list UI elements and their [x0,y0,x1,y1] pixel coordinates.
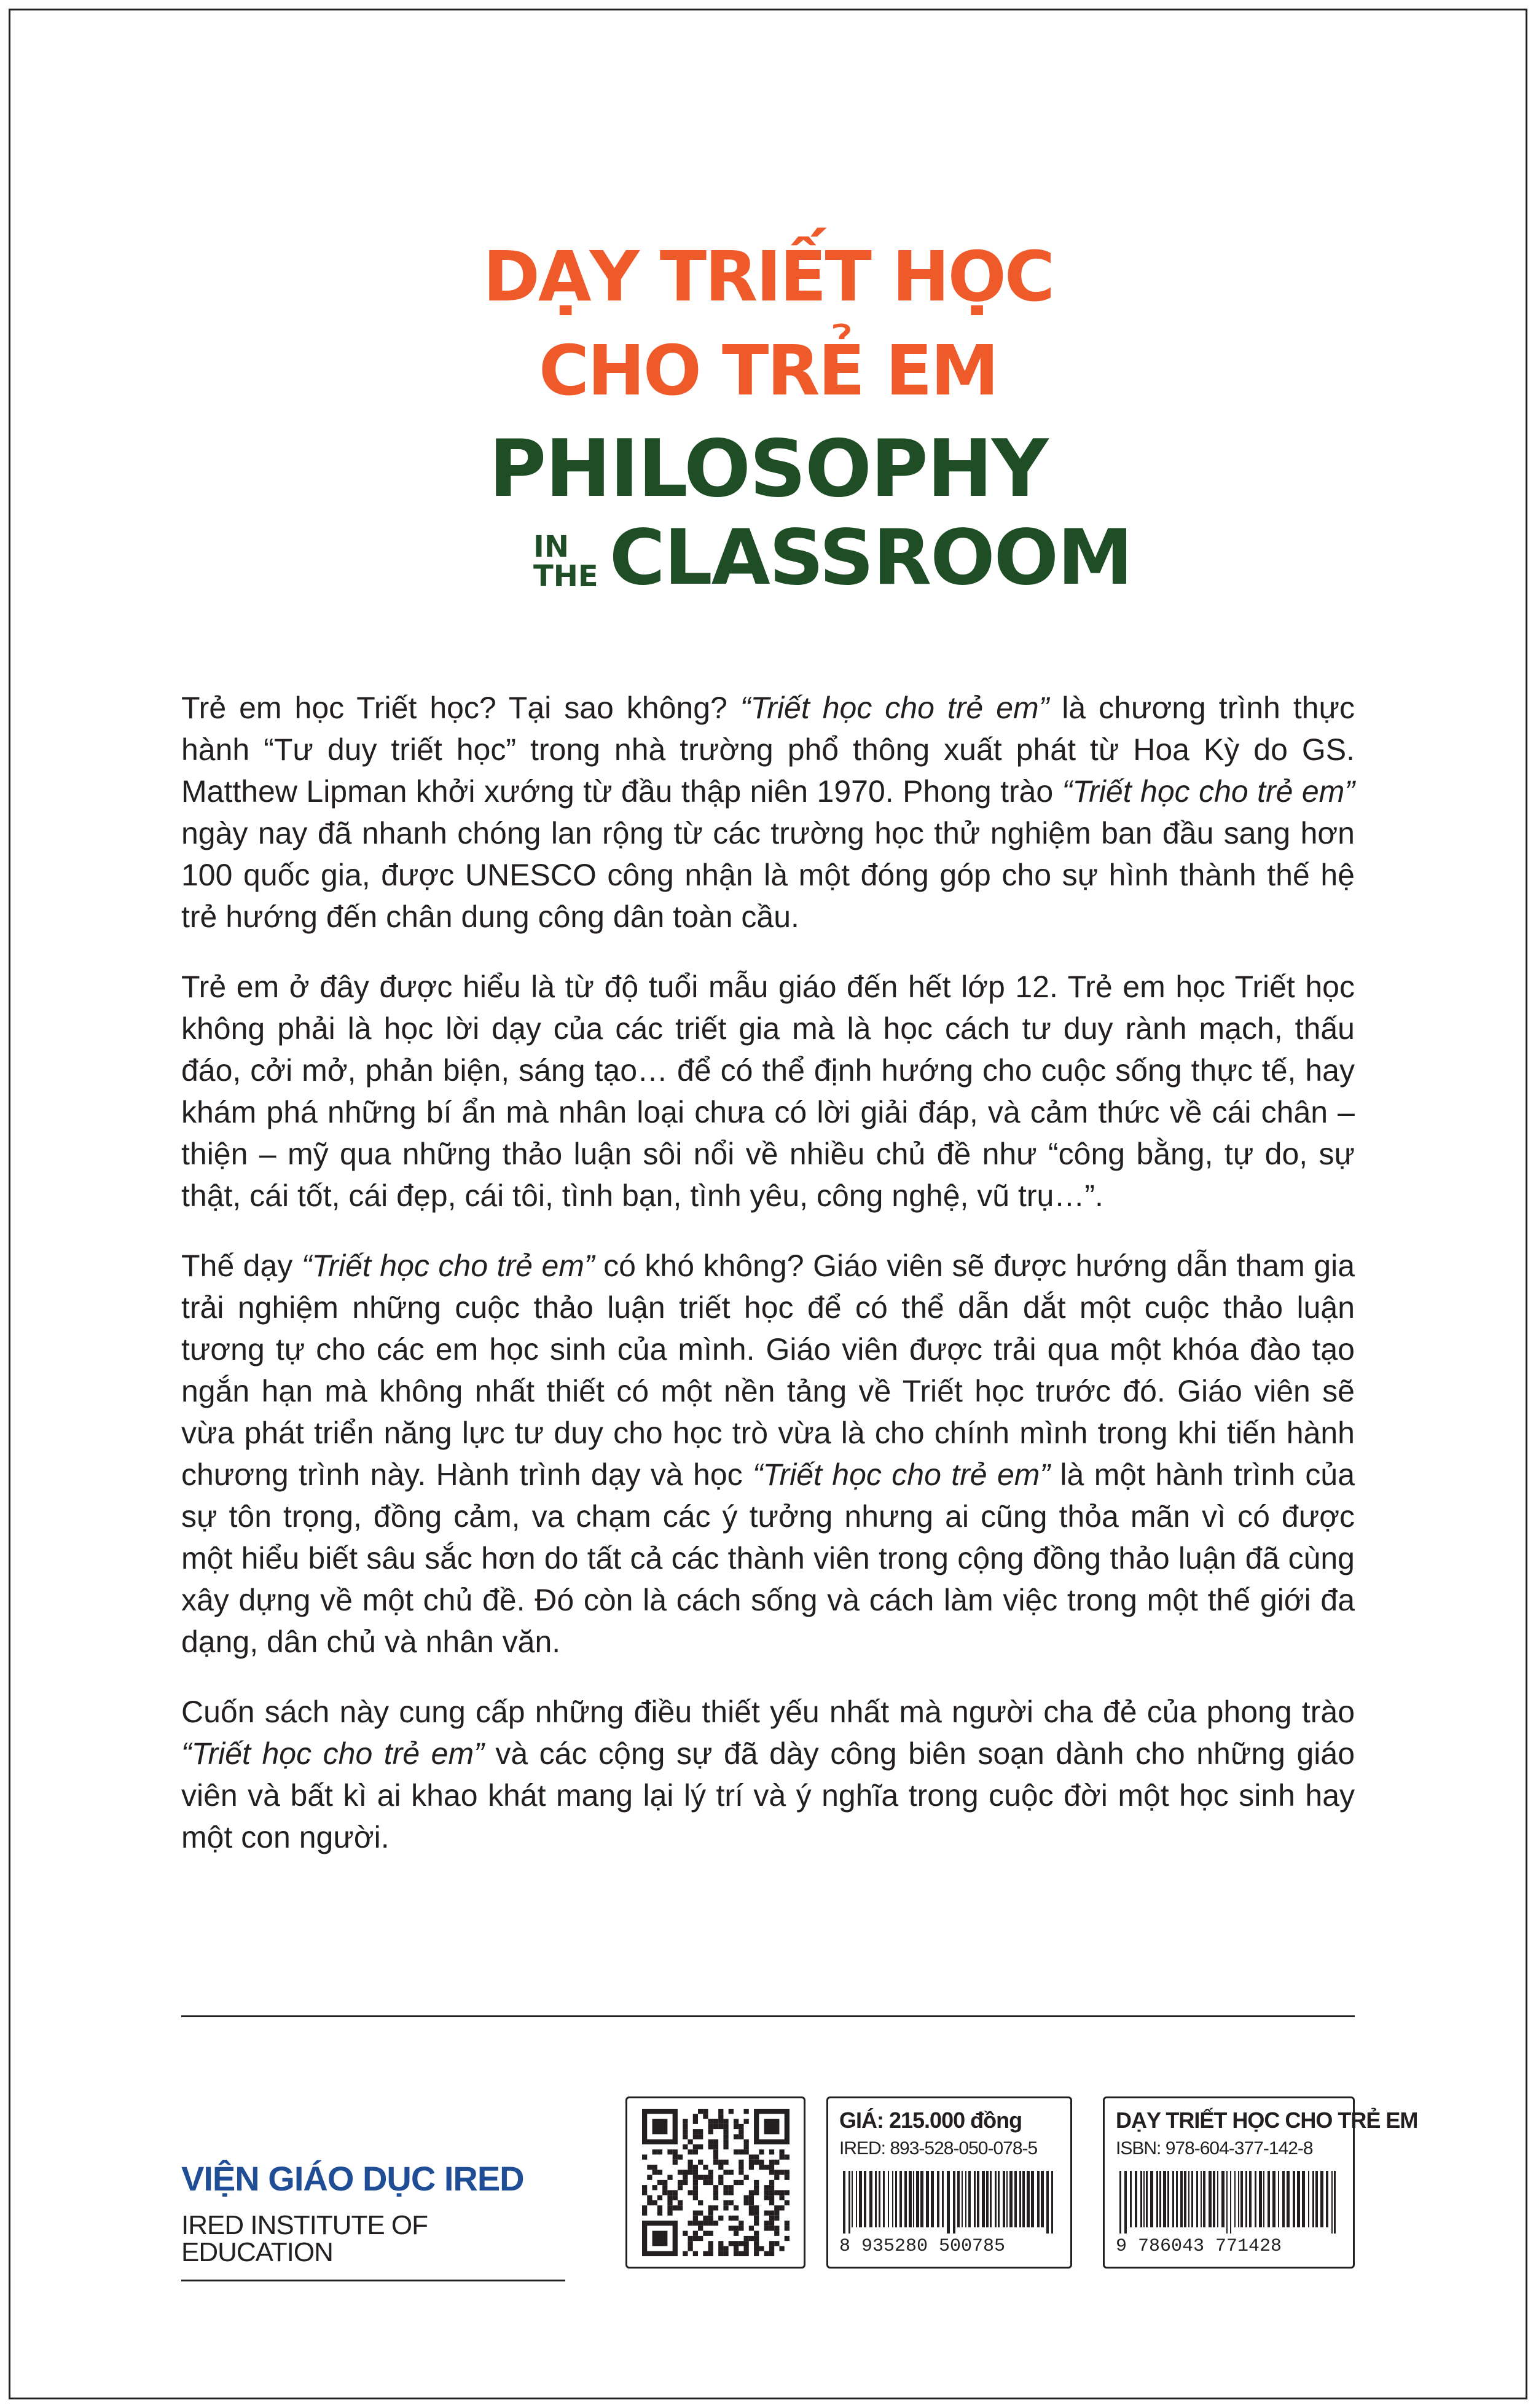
title-en-in: IN [533,530,570,564]
barcode-number: 9 786043 771428 [1116,2236,1282,2257]
qr-code-box[interactable] [625,2096,805,2269]
isbn-barcode-box [1103,2096,1418,2269]
publisher-name-en: IRED INSTITUTE OF EDUCATION [181,2210,428,2267]
barcode-icon [839,2171,1060,2233]
title-en-classroom: CLASSROOM [609,514,1132,602]
publisher-underline [181,2280,565,2281]
blurb-paragraph-3: Thế dạy “Triết học cho trẻ em” có khó không? Giáo viên sẽ được hướng dẫn tham gia trải nghiệm những cuộc thảo luận triết học để có thể dẫn dắt một cuộc thảo luận tương tự cho các em học sinh của mình. Giáo viên được trải qua một khóa đào tạo ngắn hạn mà không nhất thiết có một nền tảng về Triết học trước đó. Giáo viên sẽ vừa phát triển năng lực tư duy cho học trò vừa là cho chính mình trong khi tiến hành chương trình này. Hành trình dạy và học “Triết học cho trẻ em” là một hành trình của sự tôn trọng, đồng cảm, va chạm các ý tưởng nhưng ai cũng thỏa mãn vì có được một hiểu biết sâu sắc hơn do tất cả các thành viên trong cộng đồng thảo luận đã cùng xây dựng về một chủ đề. Đó còn là cách sống và cách làm việc trong một thế giới đa dạng, dân chủ và nhân văn. [181,1249,1355,1659]
title-en-line2 [533,514,1132,602]
divider [181,2015,1355,2017]
blurb-paragraph-2: Trẻ em ở đây được hiểu là từ độ tuổi mẫu giáo đến hết lớp 12. Trẻ em học Triết học không phải là học lời dạy của các triết gia mà là học cách tư duy rành mạch, thấu đáo, cởi mở, phản biện, sáng tạo… để có thể định hướng cho cuộc sống thực tế, hay khám phá những bí ẩn mà nhân loại chưa có lời giải đáp, và cảm thức về cái chân – thiện – mỹ qua những thảo luận sôi nổi về nhiều chủ đề như “công bằng, tự do, sự thật, cái tốt, cái đẹp, cái tôi, tình bạn, tình yêu, công nghệ, vũ trụ…”. [181,970,1355,1213]
publisher-logo [181,2159,565,2281]
ired-code: IRED: 893-528-050-078-5 [839,2138,1038,2159]
title-vn-line2: CHO TRẺ EM [538,331,998,411]
price-label: GIÁ: 215.000 đồng [839,2108,1022,2133]
title-en-line1: PHILOSOPHY [488,423,1048,515]
qr-code-icon[interactable] [642,2109,790,2256]
title-vn-line1: DẠY TRIẾT HỌC [482,237,1054,317]
isbn-number: ISBN: 978-604-377-142-8 [1116,2138,1313,2159]
title-en-in-the [533,530,598,594]
isbn-book-title: DẠY TRIẾT HỌC CHO TRẺ EM [1116,2108,1418,2133]
barcode-number: 8 935280 500785 [839,2236,1006,2257]
barcode-icon [1116,2171,1343,2233]
blurb [181,687,1355,1886]
blurb-paragraph-1: Trẻ em học Triết học? Tại sao không? “Triết học cho trẻ em” là chương trình thực hành “Tư duy triết học” trong nhà trường phổ thông xuất phát từ Hoa Kỳ do GS. Matthew Lipman khởi xướng từ đầu thập niên 1970. Phong trào “Triết học cho trẻ em” ngày nay đã nhanh chóng lan rộng từ các trường học thử nghiệm ban đầu sang hơn 100 quốc gia, được UNESCO công nhận là một đóng góp cho sự hình thành thế hệ trẻ hướng đến chân dung công dân toàn cầu. [181,691,1355,934]
blurb-paragraph-4: Cuốn sách này cung cấp những điều thiết yếu nhất mà người cha đẻ của phong trào “Triết học cho trẻ em” và các cộng sự đã dày công biên soạn dành cho những giáo viên và bất kì ai khao khát mang lại lý trí và ý nghĩa trong cuộc đời một học sinh hay một con người. [181,1695,1355,1854]
publisher-name-vn: VIỆN GIÁO DỤC IRED [181,2159,524,2198]
price-barcode-box [826,2096,1072,2269]
title-en-the: THE [533,559,598,594]
